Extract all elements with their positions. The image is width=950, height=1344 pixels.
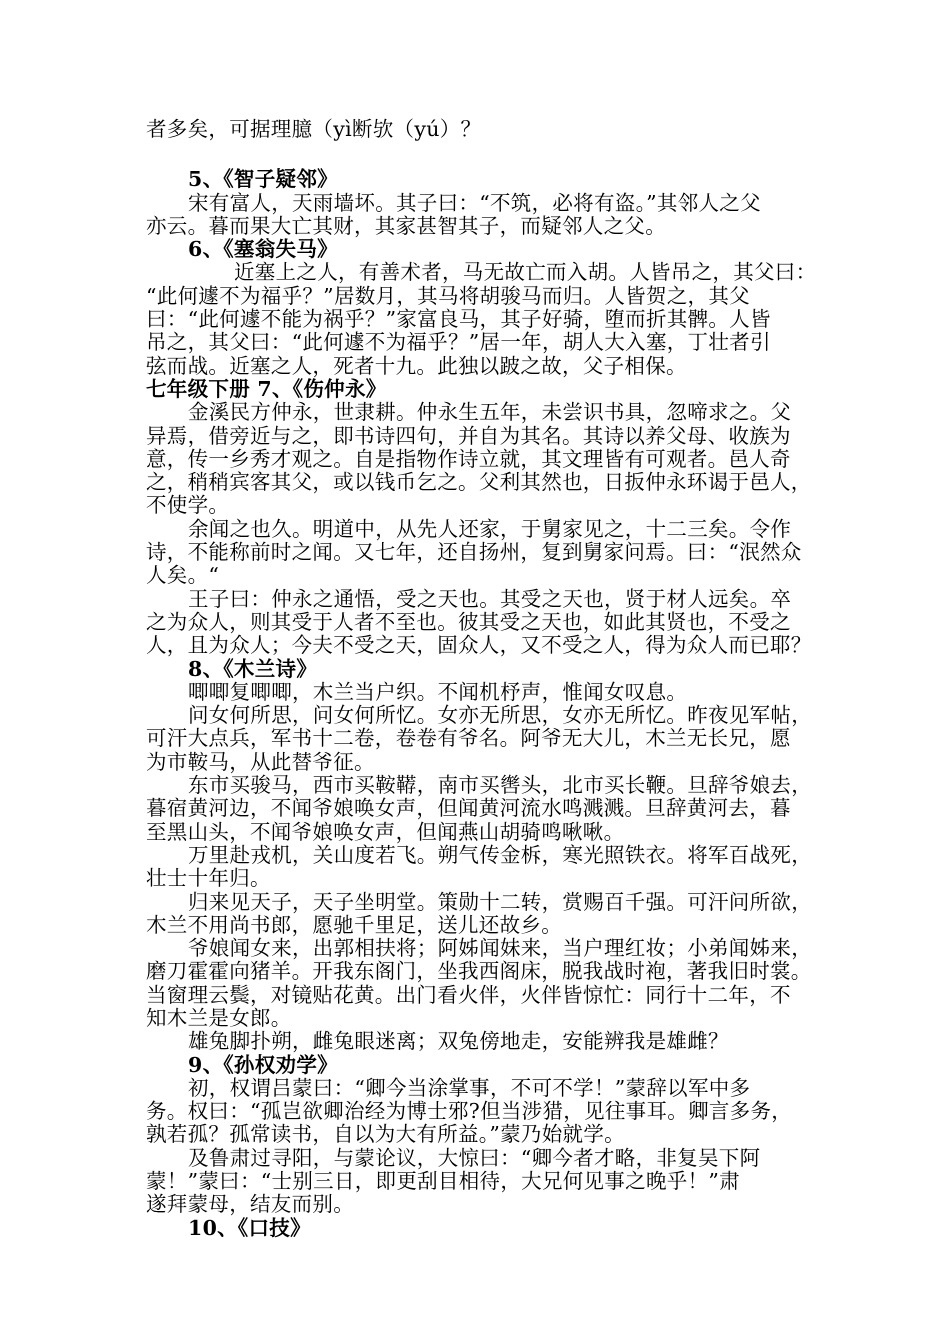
text-line: “此何遽不为福乎？”居数月，其马将胡骏马而归。人皆贺之，其父 (146, 283, 750, 308)
text-line: 暮宿黄河边，不闻爷娘唤女声，但闻黄河流水鸣溅溅。旦辞黄河去，暮 (146, 796, 791, 821)
text-line: 金溪民方仲永，世隶耕。仲永生五年，未尝识书具，忽啼求之。父 (188, 400, 792, 425)
text-line: 吊之，其父曰：“此何遽不为福乎？”居一年，胡人大入塞，丁壮者引 (146, 330, 771, 355)
text-line: 至黑山头，不闻爷娘唤女声，但闻燕山胡骑鸣啾啾。 (146, 819, 625, 844)
text-line: 及鲁肃过寻阳，与蒙论议，大惊曰：“卿今者才略，非复吴下阿 (188, 1145, 761, 1170)
text-line: 遂拜蒙母，结友而别。 (146, 1192, 354, 1217)
text-line: 宋有富人，天雨墙坏。其子曰：“不筑，必将有盗。”其邻人之父 (188, 190, 761, 215)
text-line: 者多矣，可据理臆（yì断欤（yú）？ (146, 117, 482, 141)
text-line: 爷娘闻女来，出郭相扶将；阿姊闻妹来，当户理红妆；小弟闻姊来， (188, 936, 812, 961)
text-line: 弦而战。近塞之人，死者十九。此独以跛之故，父子相保。 (146, 353, 687, 378)
text-line: 之，稍稍宾客其父，或以钱币乞之。父利其然也，日扳仲永环谒于邑人， (146, 470, 812, 495)
text-line: 亦云。暮而果大亡其财，其家甚智其子，而疑邻人之父。 (146, 213, 666, 238)
text-line: 王子曰：仲永之通悟，受之天也。其受之天也，贤于材人远矣。卒 (188, 586, 792, 611)
text-line: 孰若孤？孤常读书，自以为大有所益。”蒙乃始就学。 (146, 1122, 625, 1147)
text-line: 不使学。 (146, 493, 230, 518)
text-line: 唧唧复唧唧，木兰当户织。不闻机杼声，惟闻女叹息。 (188, 679, 688, 704)
text-line: 蒙！”蒙曰：“士别三日，即更刮目相待，大兄何见事之晚乎！”肃 (146, 1169, 740, 1194)
section-heading: 七年级下册 7、《伤仲永》 (146, 376, 387, 401)
text-line: 雄兔脚扑朔，雌兔眼迷离；双兔傍地走，安能辨我是雄雌？ (188, 1029, 729, 1054)
text-line: 磨刀霍霍向猪羊。开我东阁门，坐我西阁床，脱我战时袍，著我旧时裳。 (146, 959, 812, 984)
text-line: 可汗大点兵，军书十二卷，卷卷有爷名。阿爷无大儿，木兰无长兄，愿 (146, 726, 791, 751)
text-line: 木兰不用尚书郎，愿驰千里足，送儿还故乡。 (146, 912, 562, 937)
text-line: 人矣。“ (146, 563, 220, 588)
section-heading: 10、《口技》 (188, 1215, 311, 1240)
text-line: 人，且为众人；今夫不受之天，固众人，又不受之人，得为众人而已耶？ (146, 633, 812, 658)
text-line: 初，权谓吕蒙曰：“卿今当涂掌事，不可不学！”蒙辞以军中多 (188, 1075, 751, 1100)
text-line: 为市鞍马，从此替爷征。 (146, 749, 375, 774)
section-heading: 6、《塞翁失马》 (188, 237, 338, 262)
text-line: 问女何所思，问女何所忆。女亦无所思，女亦无所忆。昨夜见军帖， (188, 703, 812, 728)
text-line: 务。权曰：“孤岂欲卿治经为博士邪?但当涉猎，见往事耳。卿言多务， (146, 1099, 793, 1124)
text-line: 东市买骏马，西市买鞍鞯，南市买辔头，北市买长鞭。旦辞爷娘去， (188, 773, 812, 798)
text-line: 曰：“此何遽不能为祸乎？”家富良马，其子好骑，堕而折其髀。人皆 (146, 307, 771, 332)
section-heading: 5、《智子疑邻》 (188, 167, 338, 192)
text-line: 壮士十年归。 (146, 866, 271, 891)
text-line: 万里赴戎机，关山度若飞。朔气传金柝，寒光照铁衣。将军百战死， (188, 842, 812, 867)
text-line: 当窗理云鬓，对镜贴花黄。出门看火伴，火伴皆惊忙：同行十二年，不 (146, 982, 791, 1007)
text-line: 异焉，借旁近与之，即书诗四句，并自为其名。其诗以养父母、收族为 (146, 423, 791, 448)
text-line: 意，传一乡秀才观之。自是指物作诗立就，其文理皆有可观者。邑人奇 (146, 446, 791, 471)
section-heading: 9、《孙权劝学》 (188, 1052, 338, 1077)
text-line: 诗，不能称前时之闻。又七年，还自扬州，复到舅家问焉。曰：“泯然众 (146, 540, 802, 565)
text-line: 近塞上之人，有善术者，马无故亡而入胡。人皆吊之，其父曰： (234, 260, 817, 285)
text-line: 归来见天子，天子坐明堂。策勋十二转，赏赐百千强。可汗问所欲， (188, 889, 812, 914)
text-line: 余闻之也久。明道中，从先人还家，于舅家见之，十二三矣。令作 (188, 516, 792, 541)
document-page (146, 117, 817, 1240)
text-line: 之为众人，则其受于人者不至也。彼其受之天也，如此其贤也，不受之 (146, 609, 791, 634)
text-line: 知木兰是女郎。 (146, 1005, 292, 1030)
section-heading: 8、《木兰诗》 (188, 656, 318, 681)
